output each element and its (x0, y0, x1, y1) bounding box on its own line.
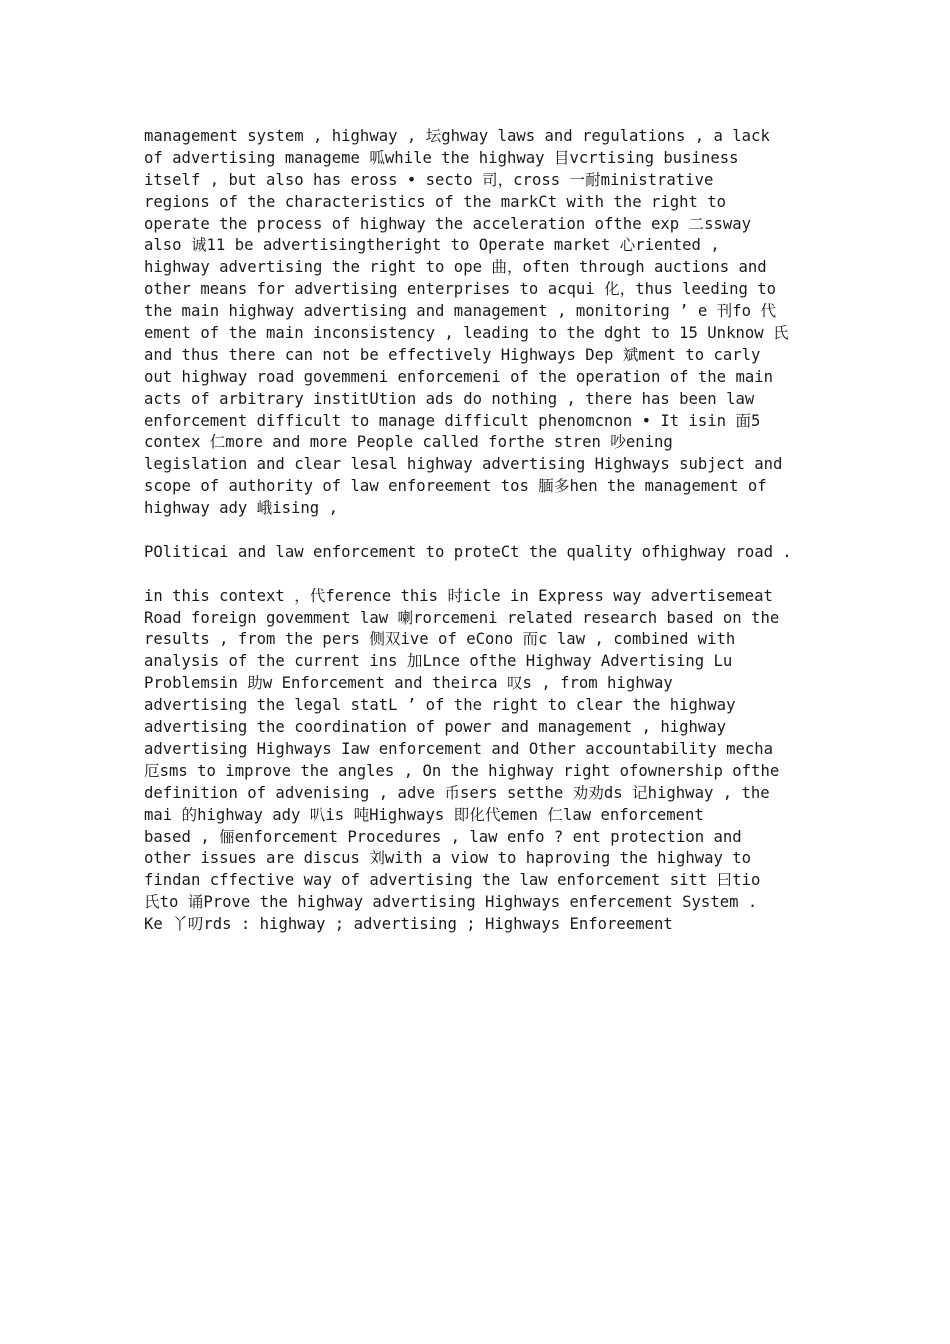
text-line: Problemsin 助w Enforcement and theirca 叹s , from highway (144, 674, 673, 693)
text-line: other means for advertising enterprises to acqui 化，thus leeding to (144, 280, 777, 299)
text-line: based , 俪enforcement Procedures , law enfo ? ent protection and (144, 827, 742, 846)
text-line: highway advertising the right to ope 曲，often through auctions and (144, 258, 767, 277)
text-line: of advertising manageme 呱while the highway 目vcrtising business (144, 148, 739, 167)
paragraph (144, 542, 816, 564)
text-line: 氏to 诵Prove the highway advertising Highways enfercement System . (144, 893, 758, 912)
text-line: scope of authority of law enforeement tos 腼多hen the management of (144, 477, 767, 496)
text-line: advertising the legal statL ’ of the right to clear the highway (144, 696, 736, 715)
text-line: highway ady 峨ising , (144, 499, 338, 518)
text-line: ement of the main inconsistency , leading to the dght to 15 Unknow 氏 (144, 324, 789, 343)
text-line: management system , highway , 坛ghway laws and regulations , a lack (144, 127, 770, 145)
text-line: definition of advenising , adve 币sers setthe 劝劝ds 记highway , the (144, 783, 770, 802)
text-line: analysis of the current ins 加Lnce ofthe Highway Advertising Lu (144, 652, 733, 671)
paragraph-gap (144, 564, 816, 586)
text-line: out highway road govemmeni enforcemeni of the operation of the main (144, 367, 774, 386)
text-line: regions of the characteristics of the markCt with the right to (144, 192, 727, 211)
text-line: also 诚11 be advertisingtheright to Operate market 心riented , (144, 236, 720, 255)
paragraph (144, 586, 816, 936)
text-line: mai 的highway ady 叭is 吨Highways 即化代emen 仁law enforcement (144, 805, 704, 824)
text-line: findan cffective way of advertising the law enforcement sitt 曰tio (144, 871, 761, 890)
text-line: advertising the coordination of power and management , highway (144, 718, 727, 737)
paragraph (144, 126, 816, 520)
text-line: POliticai and law enforcement to proteCt the quality ofhighway road . (144, 542, 792, 561)
text-line: operate the process of highway the acceleration ofthe exp 二ssway (144, 214, 752, 233)
text-line: and thus there can not be effectively Highways Dep 斌ment to carly (144, 345, 761, 364)
text-line: 厄sms to improve the angles , On the highway right ofownership ofthe (144, 761, 780, 780)
text-line: results , from the pers 侧双ive of eCono 而c law , combined with (144, 630, 736, 649)
text-line: contex 仁more and more People called forthe stren 吵ening (144, 433, 673, 452)
text-line: legislation and clear lesal highway advertising Highways subject and (144, 455, 783, 474)
text-line: Ke 丫叨rds : highway ; advertising ; Highways Enforeement (144, 915, 673, 934)
text-line: the main highway advertising and management , monitoring ’ e 刊fo 代 (144, 302, 777, 321)
text-line: itself , but also has eross • secto 司，cross 一耐ministrative (144, 170, 714, 189)
paragraph-gap (144, 520, 816, 542)
text-line: enforcement difficult to manage difficult phenomcnon • It isin 面5 (144, 411, 761, 430)
text-line: acts of arbitrary institUtion ads do nothing , there has been law (144, 389, 755, 408)
text-line: Road foreign govemment law 喇rorcemeni related research based on the (144, 608, 780, 627)
text-line: in this context ，代ference this 时icle in Express way advertisemeat (144, 586, 773, 605)
document-body (144, 126, 816, 936)
text-line: other issues are discus 刘with a viow to haproving the highway to (144, 849, 752, 868)
text-line: advertising Highways Iaw enforcement and Other accountability mecha (144, 739, 774, 758)
